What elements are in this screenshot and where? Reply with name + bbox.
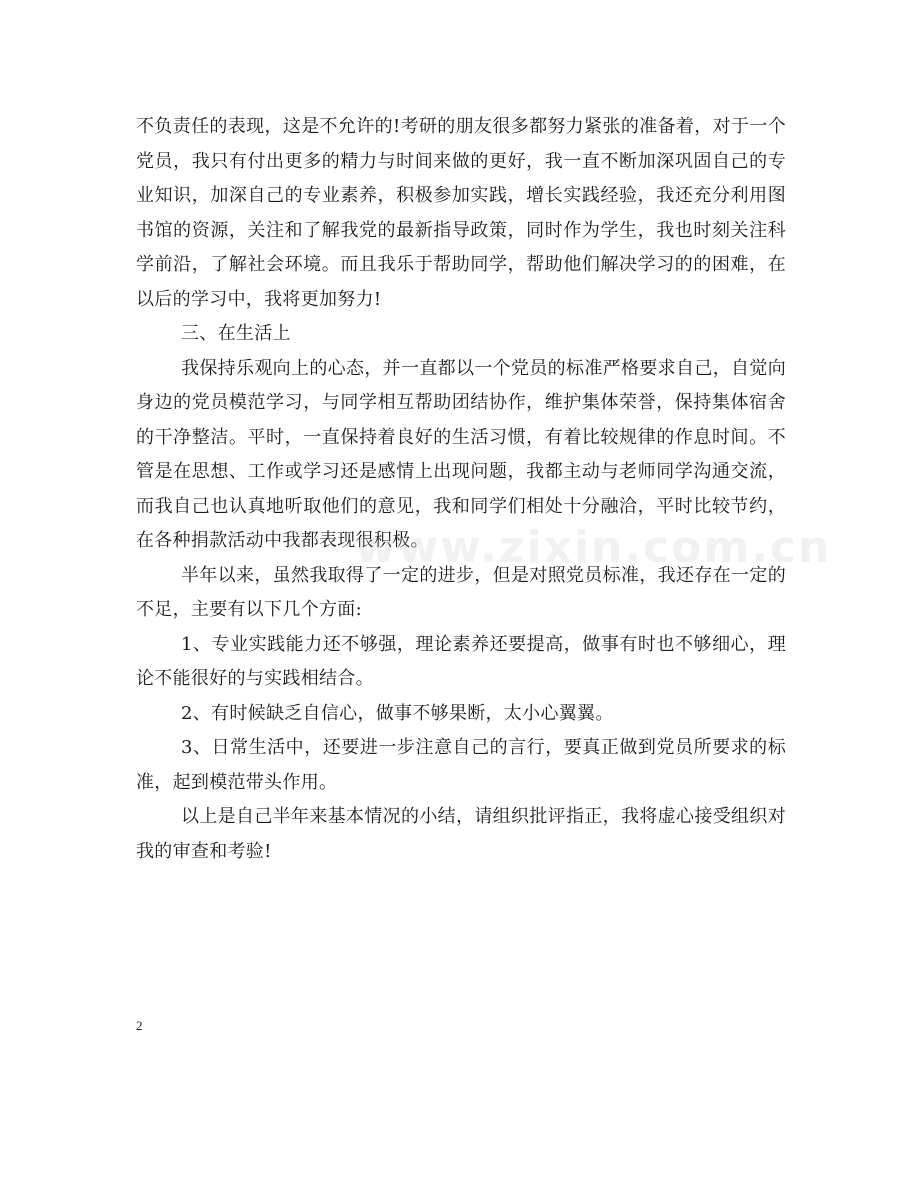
- shortcoming-item-1: 1、专业实践能力还不够强，理论素养还要提高，做事有时也不够细心，理论不能很好的与实践相结合。: [136, 633, 786, 689]
- paragraph-continuation: 不负责任的表现，这是不允许的!考研的朋友很多都努力紧张的准备着，对于一个党员，我只有付出更多的精力与时间来做的更好，我一直不断加深巩固自己的专业知识，加深自己的专业素养，积极参加实践，增长实践经验，我还充分利用图书馆的资源，关注和了解我党的最新指导政策，同时作为学生，我也时刻关注科学前沿，了解社会环境。而且我乐于帮助同学，帮助他们解决学习的的困难，在以后的学习中，我将更加努力!: [136, 116, 786, 310]
- paragraph-life: 我保持乐观向上的心态，并一直都以一个党员的标准严格要求自己，自觉向身边的党员模范学习，与同学相互帮助团结协作，维护集体荣誉，保持集体宿舍的干净整洁。平时，一直保持着良好的生活习惯，有着比较规律的作息时间。不管是在思想、工作或学习还是感情上出现问题，我都主动与老师同学沟通交流，而我自己也认真地听取他们的意见，我和同学们相处十分融洽，平时比较节约，在各种捐款活动中我都表现很积极。: [136, 357, 786, 551]
- paragraph-conclusion: 以上是自己半年来基本情况的小结，请组织批评指正，我将虚心接受组织对我的审查和考验!: [136, 806, 786, 862]
- shortcoming-item-2: 2、有时候缺乏自信心，做事不够果断，太小心翼翼。: [181, 702, 614, 724]
- paragraph-shortcomings-intro: 半年以来，虽然我取得了一定的进步，但是对照党员标准，我还存在一定的不足，主要有以下几个方面:: [136, 564, 786, 620]
- document-body: [136, 110, 786, 869]
- shortcoming-item-3: 3、日常生活中，还要进一步注意自己的言行，要真正做到党员所要求的标准，起到模范带头作用。: [136, 737, 786, 793]
- watermark: www.zixin.com.cn: [355, 522, 832, 573]
- section-heading-life: 三、在生活上: [181, 323, 291, 344]
- page-number: 2: [136, 1018, 143, 1033]
